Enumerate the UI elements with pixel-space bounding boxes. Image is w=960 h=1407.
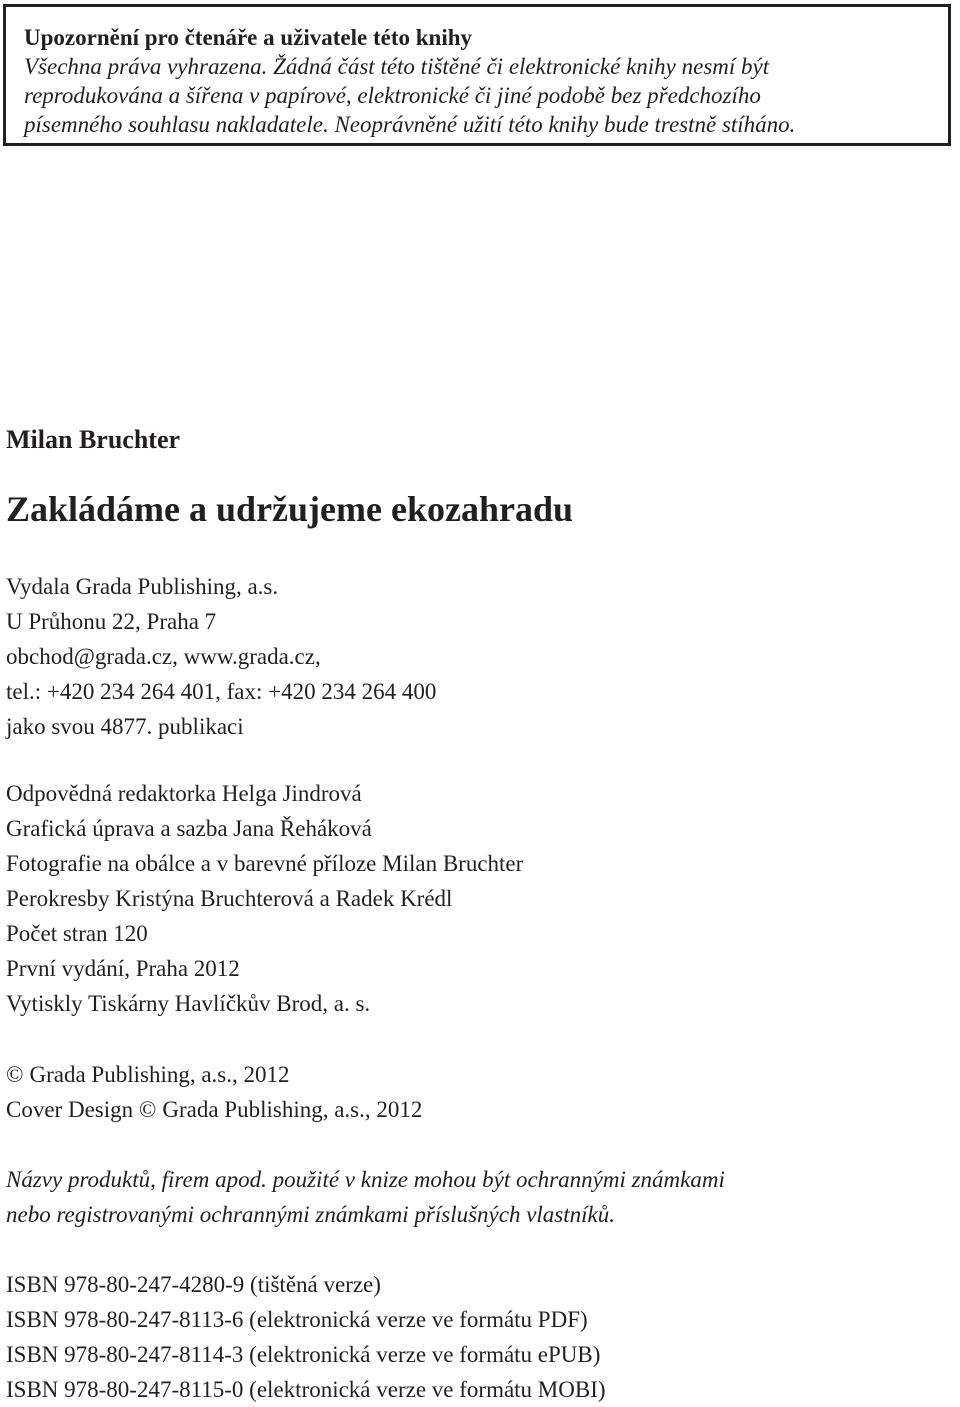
disclaimer-line: nebo registrovanými ochrannými známkami příslušných vlastníků. <box>6 1202 615 1227</box>
credit-line: První vydání, Praha 2012 <box>6 956 240 981</box>
isbn-line: ISBN 978-80-247-8113-6 (elektronická verze ve formátu PDF) <box>6 1307 588 1332</box>
copyright-icon: © <box>6 1062 24 1087</box>
trademark-disclaimer <box>6 1162 725 1232</box>
credit-line: Počet stran 120 <box>6 921 148 946</box>
book-title: Zakládáme a udržujeme ekozahradu <box>6 489 573 529</box>
cover-design-line <box>6 1092 422 1127</box>
publisher-line: tel.: +420 234 264 401, fax: +420 234 264 400 <box>6 679 437 704</box>
publisher-line: jako svou 4877. publikaci <box>6 714 244 739</box>
author-name: Milan Bruchter <box>6 425 181 454</box>
publisher-line: U Průhonu 22, Praha 7 <box>6 609 217 634</box>
notice-line: reprodukována a šířena v papírové, elektronické či jiné podobě bez předchozího <box>24 83 761 108</box>
cover-design-label: Cover Design <box>6 1097 134 1122</box>
credit-line: Odpovědná redaktorka Helga Jindrová <box>6 781 362 806</box>
isbn-line: ISBN 978-80-247-4280-9 (tištěná verze) <box>6 1272 381 1297</box>
credits <box>6 776 523 1021</box>
copyright-notice-box <box>3 4 951 146</box>
credit-line: Grafická úprava a sazba Jana Řeháková <box>6 816 372 841</box>
publisher-line: Vydala Grada Publishing, a.s. <box>6 574 279 599</box>
cover-design-holder: Grada Publishing, a.s., 2012 <box>162 1097 423 1122</box>
copyright-line <box>6 1057 422 1092</box>
isbn-line: ISBN 978-80-247-8114-3 (elektronická verze ve formátu ePUB) <box>6 1342 601 1367</box>
copyright-holder: Grada Publishing, a.s., 2012 <box>29 1062 290 1087</box>
isbn-list <box>6 1267 606 1407</box>
credit-line: Fotografie na obálce a v barevné příloze Milan Bruchter <box>6 851 524 876</box>
copyright-icon: © <box>138 1097 157 1122</box>
credit-line: Perokresby Kristýna Bruchterová a Radek Krédl <box>6 886 453 911</box>
credit-line: Vytiskly Tiskárny Havlíčkův Brod, a. s. <box>6 991 371 1016</box>
publisher-line: obchod@grada.cz, www.grada.cz, <box>6 644 321 669</box>
disclaimer-line: Názvy produktů, firem apod. použité v knize mohou být ochrannými známkami <box>6 1167 725 1192</box>
copyright-info <box>6 1057 422 1127</box>
isbn-line: ISBN 978-80-247-8115-0 (elektronická verze ve formátu MOBI) <box>6 1377 606 1402</box>
notice-line: Všechna práva vyhrazena. Žádná část této tištěné či elektronické knihy nesmí být <box>24 54 770 79</box>
notice-title: Upozornění pro čtenáře a uživatele této knihy <box>24 25 473 50</box>
publisher-info <box>6 569 436 744</box>
notice-line: písemného souhlasu nakladatele. Neoprávněné užití této knihy bude trestně stíháno. <box>24 112 796 137</box>
